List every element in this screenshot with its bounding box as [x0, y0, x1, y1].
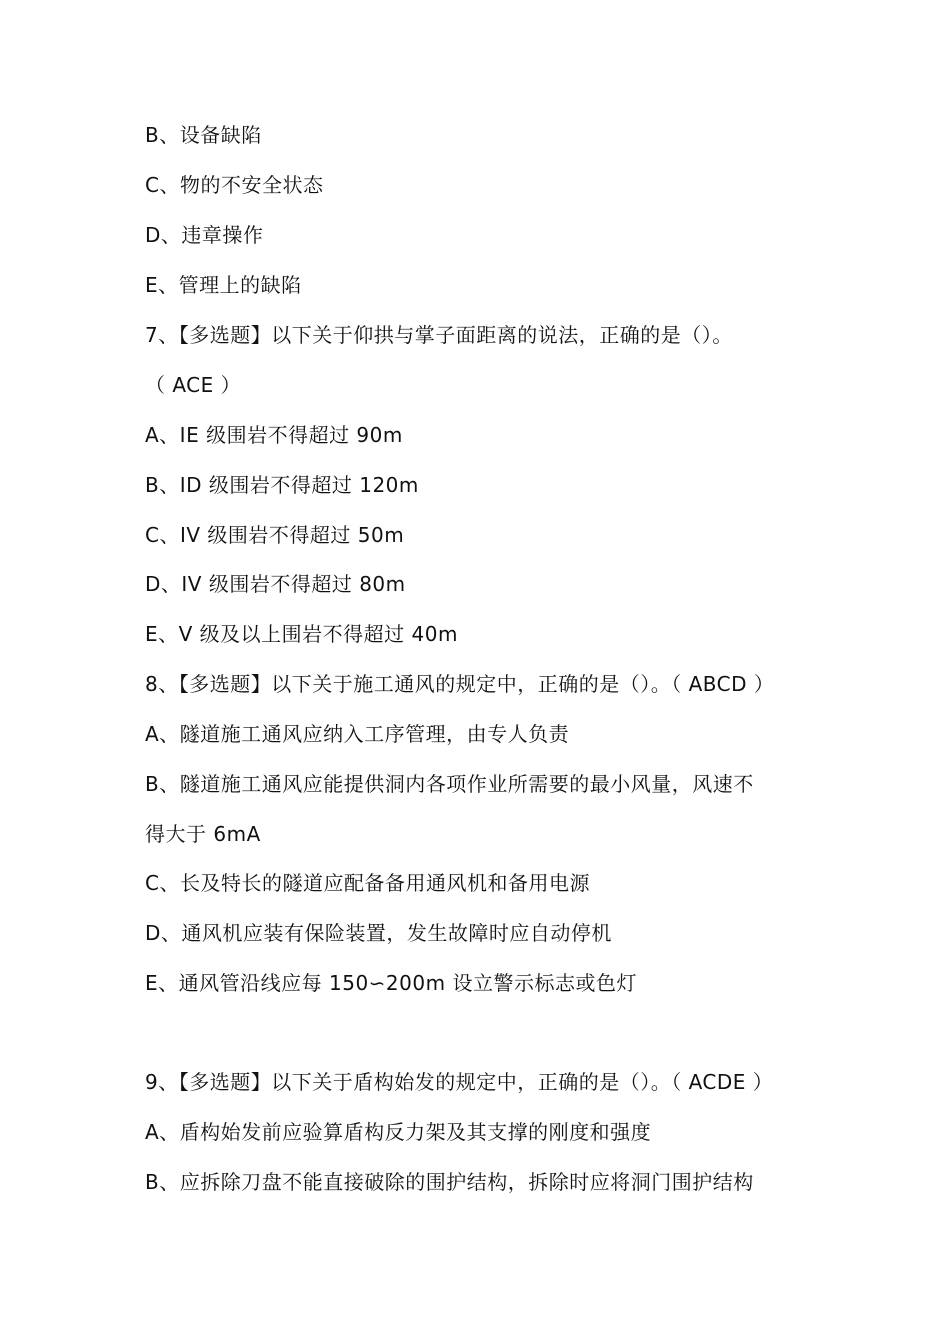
option-a-q7: A、IE 级围岩不得超过 90m	[145, 423, 403, 447]
option-d-q6: D、违章操作	[145, 223, 264, 247]
option-c-q6: C、物的不安全状态	[145, 173, 324, 197]
option-b-q9: B、应拆除刀盘不能直接破除的围护结构，拆除时应将洞门围护结构	[145, 1170, 754, 1194]
option-b-q7: B、ID 级围岩不得超过 120m	[145, 473, 419, 497]
option-c-q8: C、长及特长的隧道应配备备用通风机和备用电源	[145, 871, 590, 895]
question-8: 8、【多选题】以下关于施工通风的规定中，正确的是（）。（ ABCD ）	[145, 672, 775, 696]
option-b-q6: B、设备缺陷	[145, 123, 262, 147]
option-c-q7: C、IV 级围岩不得超过 50m	[145, 523, 405, 547]
option-a-q9: A、盾构始发前应验算盾构反力架及其支撑的刚度和强度	[145, 1120, 652, 1144]
option-e-q8: E、通风管沿线应每 150∽200m 设立警示标志或色灯	[145, 971, 637, 995]
option-d-q8: D、通风机应装有保险装置，发生故障时应自动停机	[145, 921, 612, 945]
question-9: 9、【多选题】以下关于盾构始发的规定中，正确的是（）。（ ACDE ）	[145, 1070, 774, 1094]
option-b-q8-continued: 得大于 6mA	[145, 822, 261, 846]
option-d-q7: D、IV 级围岩不得超过 80m	[145, 572, 406, 596]
question-7: 7、【多选题】以下关于仰拱与掌子面距离的说法，正确的是（）。	[145, 323, 733, 347]
option-e-q6: E、管理上的缺陷	[145, 273, 302, 297]
answer-7: （ ACE ）	[145, 373, 242, 397]
option-a-q8: A、隧道施工通风应纳入工序管理，由专人负责	[145, 722, 570, 746]
option-e-q7: E、V 级及以上围岩不得超过 40m	[145, 622, 458, 646]
option-b-q8: B、隧道施工通风应能提供洞内各项作业所需要的最小风量，风速不	[145, 772, 754, 796]
